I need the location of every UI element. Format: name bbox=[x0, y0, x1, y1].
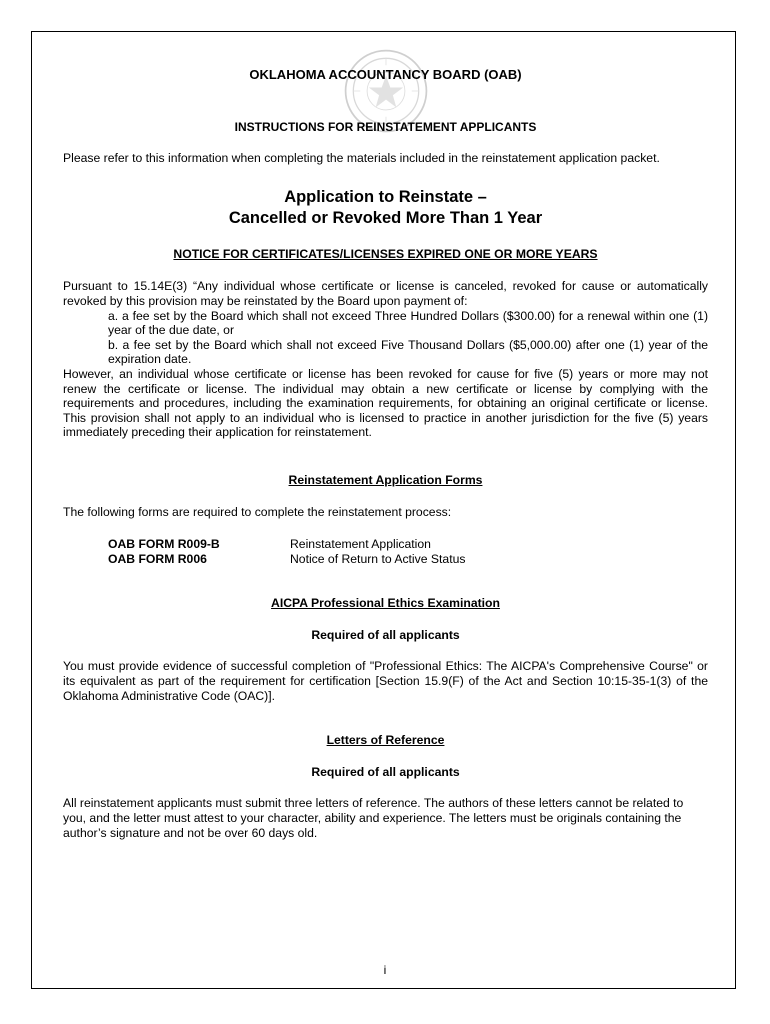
however-paragraph: However, an individual whose certificate or license has been revoked for cause for five (5) years or more may not renew the certificate or license. The individual may obtain a new certificate or license by complying with the requirements and procedures, including the examination requirements, for obtaining an original certificate or license. This provision shall not apply to an individual who is licensed to practice in another jurisdiction for the five (5) years immediately preceding their application for reinstatement. bbox=[63, 366, 708, 440]
fee-item-b: b. a fee set by the Board which shall not exceed Five Thousand Dollars ($5,000.00) after one (1) year of the expiration date. bbox=[108, 337, 708, 367]
instructions-title: INSTRUCTIONS FOR REINSTATEMENT APPLICANTS bbox=[234, 119, 537, 134]
ethics-paragraph: You must provide evidence of successful completion of "Professional Ethics: The AICPA's Comprehensive Course" or its equivalent as part of the requirement for certification [Section 15.9(F) of the Act and Section 10:15-35-1(3) of the Oklahoma Administrative Code (OAC)]. bbox=[63, 659, 708, 703]
references-section-title: Letters of Reference bbox=[326, 733, 445, 748]
references-required: Required of all applicants bbox=[311, 764, 460, 779]
form-row bbox=[108, 552, 465, 567]
application-title bbox=[63, 187, 708, 229]
page-number: i bbox=[383, 963, 387, 977]
board-title: OKLAHOMA ACCOUNTANCY BOARD (OAB) bbox=[249, 67, 522, 82]
fee-item-a: a. a fee set by the Board which shall not exceed Three Hundred Dollars ($300.00) for a renewal within one (1) year of the due date, or bbox=[108, 308, 708, 338]
form-code: OAB FORM R009-B bbox=[108, 537, 220, 552]
application-title-line2: Cancelled or Revoked More Than 1 Year bbox=[228, 208, 543, 227]
ethics-section-title: AICPA Professional Ethics Examination bbox=[271, 596, 500, 611]
forms-intro: The following forms are required to complete the reinstatement process: bbox=[63, 504, 452, 519]
document-body bbox=[63, 60, 708, 840]
form-row bbox=[108, 537, 465, 552]
ethics-required: Required of all applicants bbox=[311, 627, 460, 642]
references-paragraph: All reinstatement applicants must submit three letters of reference. The authors of these letters cannot be related to you, and the letter must attest to your character, ability and experience. The letters must be originals containing the author’s signature and not be over 60 days old. bbox=[63, 796, 684, 840]
intro-paragraph: Please refer to this information when completing the materials included in the reinstatement application packet. bbox=[63, 151, 660, 166]
form-description: Notice of Return to Active Status bbox=[290, 551, 466, 566]
notice-title: NOTICE FOR CERTIFICATES/LICENSES EXPIRED ONE OR MORE YEARS bbox=[173, 246, 598, 261]
application-title-line1: Application to Reinstate – bbox=[284, 187, 487, 206]
form-description: Reinstatement Application bbox=[290, 537, 431, 552]
forms-section-title: Reinstatement Application Forms bbox=[288, 472, 483, 487]
pursuant-paragraph: Pursuant to 15.14E(3) “Any individual whose certificate or license is canceled, revoked for cause or automatically revoked by this provision may be reinstated by the Board upon payment of: bbox=[63, 279, 708, 308]
forms-table bbox=[108, 537, 465, 566]
form-code: OAB FORM R006 bbox=[108, 551, 207, 566]
